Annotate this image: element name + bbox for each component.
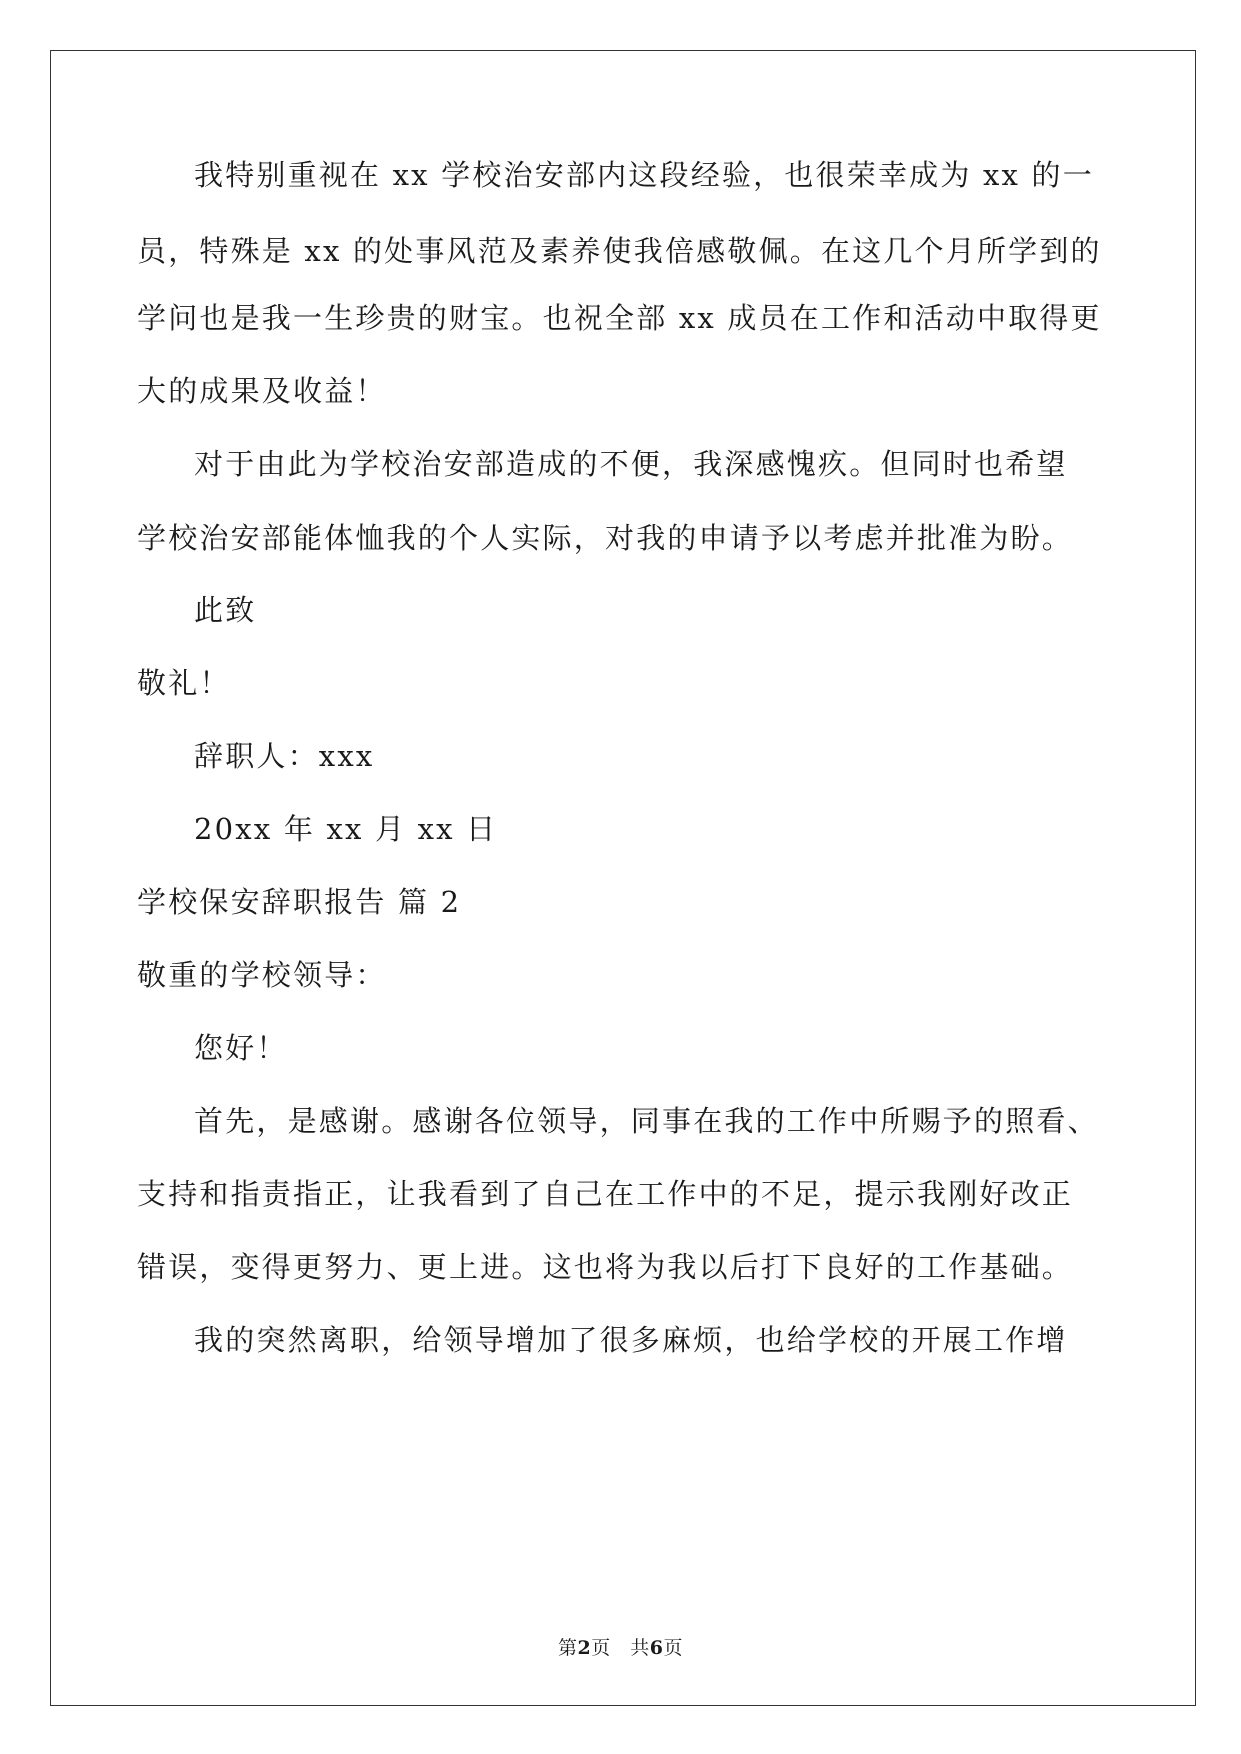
text-line: 大的成果及收益！ — [137, 374, 387, 408]
page-border — [50, 50, 1196, 1706]
footer-mid: 页 共 — [591, 1637, 650, 1659]
text-line: 学问也是我一生珍贵的财宝。也祝全部 xx 成员在工作和活动中取得更 — [137, 301, 1102, 335]
closing-regards: 敬礼！ — [137, 666, 231, 700]
footer-prefix: 第 — [557, 1637, 578, 1659]
greeting-addressee: 敬重的学校领导： — [137, 958, 387, 992]
total-pages-number: 6 — [649, 1637, 664, 1659]
footer-suffix: 页 — [663, 1637, 683, 1659]
text-line: 对于由此为学校治安部造成的不便，我深感愧疚。但同时也希望 — [194, 447, 1068, 481]
text-line: 我的突然离职，给领导增加了很多麻烦，也给学校的开展工作增 — [194, 1323, 1068, 1357]
text-line: 错误，变得更努力、更上进。这也将为我以后打下良好的工作基础。 — [137, 1250, 1074, 1284]
date-line: 20xx 年 xx 月 xx 日 — [194, 812, 498, 846]
text-line: 我特别重视在 xx 学校治安部内这段经验，也很荣幸成为 xx 的一 — [194, 158, 1094, 192]
signatory: 辞职人：xxx — [194, 739, 375, 773]
text-line: 首先，是感谢。感谢各位领导，同事在我的工作中所赐予的照看、 — [194, 1104, 1099, 1138]
text-line: 支持和指责指正，让我看到了自己在工作中的不足，提示我刚好改正 — [137, 1177, 1074, 1211]
text-line: 员，特殊是 xx 的处事风范及素养使我倍感敬佩。在这几个月所学到的 — [137, 234, 1102, 268]
current-page-number: 2 — [577, 1637, 592, 1659]
closing-salutation: 此致 — [194, 593, 257, 627]
greeting: 您好！ — [194, 1031, 288, 1065]
page-footer — [0, 1636, 1241, 1660]
section-heading: 学校保安辞职报告 篇 2 — [137, 885, 462, 919]
text-line: 学校治安部能体恤我的个人实际，对我的申请予以考虑并批准为盼。 — [137, 521, 1074, 555]
